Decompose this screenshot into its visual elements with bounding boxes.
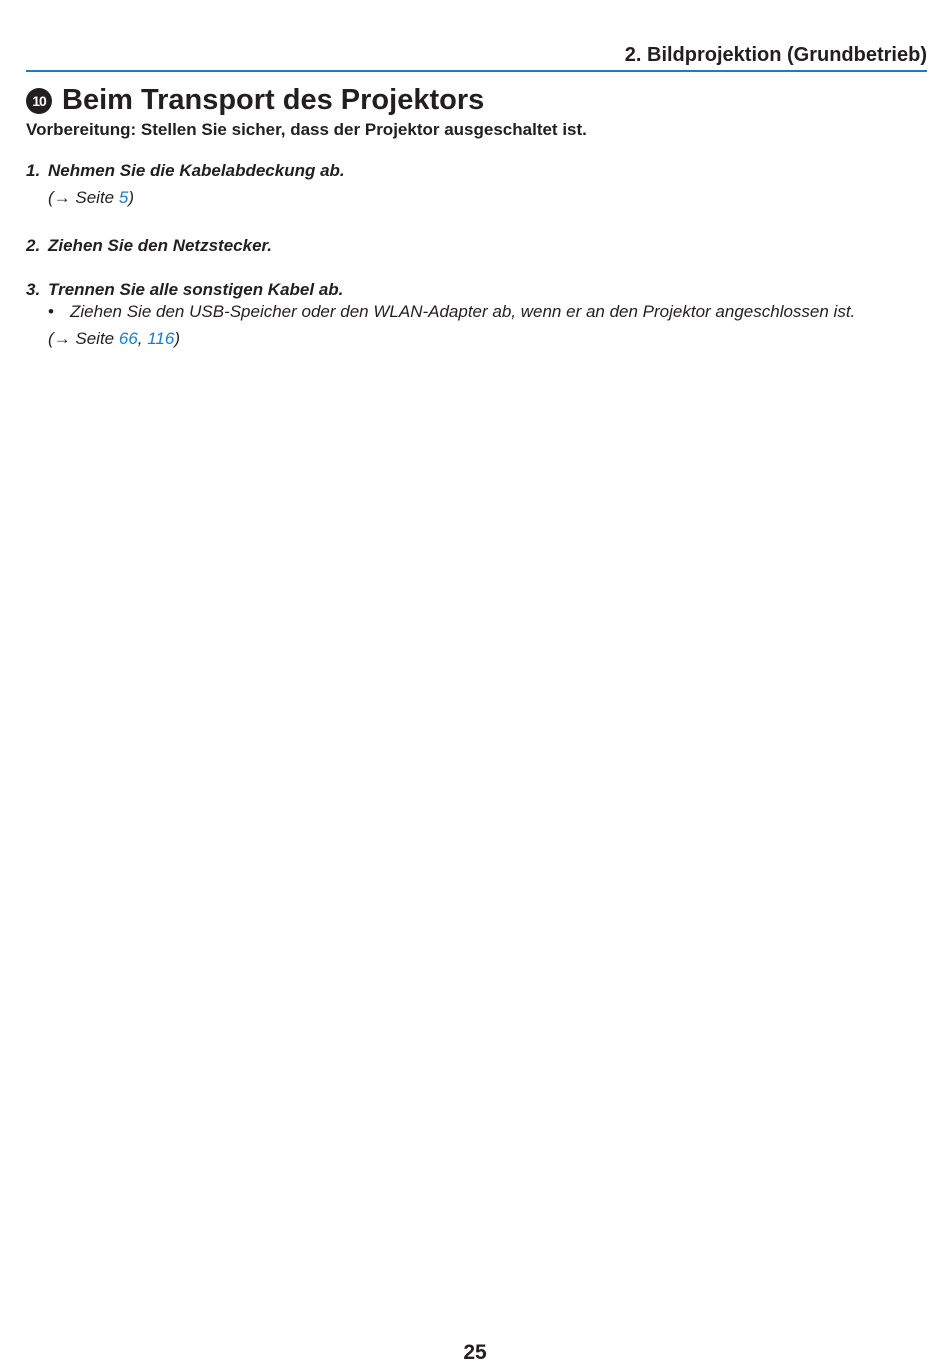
circled-number-badge: 10 bbox=[26, 88, 52, 114]
section-heading bbox=[26, 82, 484, 118]
reference-prefix: (→ Seite bbox=[48, 329, 119, 348]
step-number: 1. bbox=[26, 161, 41, 180]
step-3-bullet bbox=[48, 302, 855, 322]
step-number: 3. bbox=[26, 280, 41, 299]
step-text: Ziehen Sie den Netzstecker. bbox=[48, 236, 272, 255]
reference-prefix: (→ Seite bbox=[48, 188, 119, 207]
page-link-66[interactable]: 66 bbox=[118, 329, 138, 348]
page-title: Beim Transport des Projektors bbox=[62, 83, 485, 116]
preparation-note: Vorbereitung: Stellen Sie sicher, dass der Projektor ausgeschaltet ist. bbox=[26, 120, 587, 139]
reference-separator: , bbox=[137, 329, 148, 348]
step-text: Nehmen Sie die Kabelabdeckung ab. bbox=[48, 161, 345, 180]
step-number: 2. bbox=[26, 236, 41, 255]
page-link-116[interactable]: 116 bbox=[147, 329, 175, 348]
reference-suffix: ) bbox=[128, 188, 134, 207]
page-number: 25 bbox=[463, 1341, 487, 1364]
header-rule bbox=[26, 70, 927, 72]
step-text: Trennen Sie alle sonstigen Kabel ab. bbox=[48, 280, 344, 299]
step-2 bbox=[26, 236, 272, 256]
running-header: 2. Bildprojektion (Grundbetrieb) bbox=[624, 44, 927, 66]
reference-suffix: ) bbox=[174, 329, 181, 348]
bullet-text: Ziehen Sie den USB-Speicher oder den WLAN-Adapter ab, wenn er an den Projektor angeschlossen ist. bbox=[70, 302, 856, 321]
step-1-page-reference bbox=[48, 188, 134, 208]
bullet-dot-icon: • bbox=[48, 302, 54, 321]
step-3-page-reference bbox=[48, 329, 180, 349]
step-1 bbox=[26, 161, 345, 181]
page-link-5[interactable]: 5 bbox=[118, 188, 129, 207]
step-3 bbox=[26, 280, 343, 300]
